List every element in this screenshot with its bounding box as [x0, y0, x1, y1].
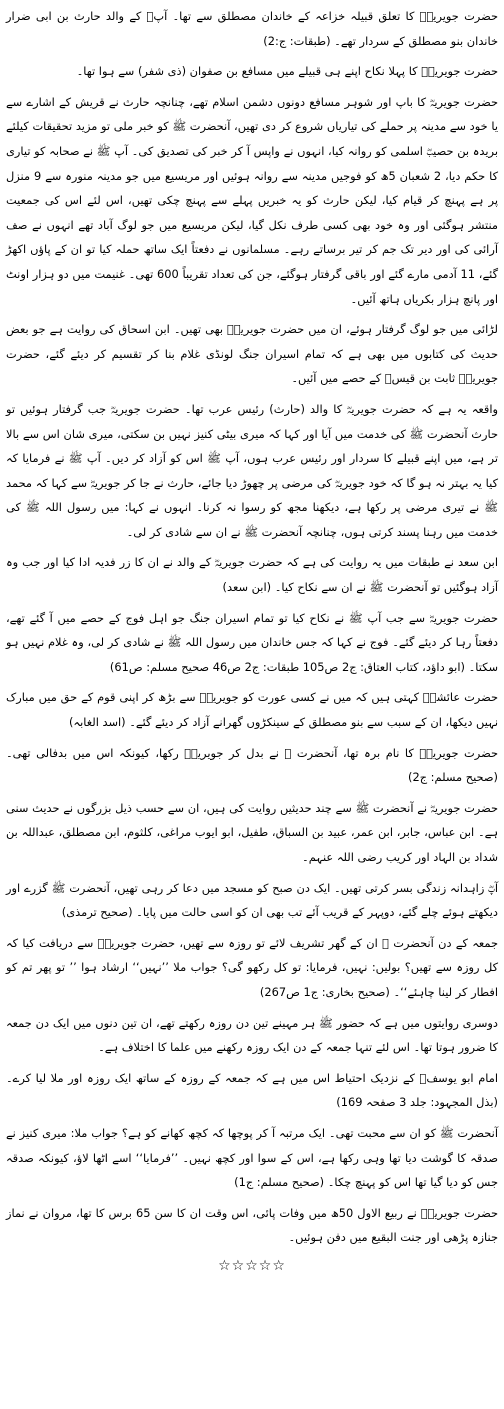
paragraph-sadaqah: آنحضرت ﷺ کو ان سے محبت تھی۔ ایک مرتبہ آ کر پوچھا کہ کچھ کھانے کو ہے؟ جواب ملا: میری کنیز نے صدقہ کا گوشت دیا تھا وہی رکھا ہے، اس کے سوا اور کچھ نہیں۔ ’’فرمایا‘‘ اسے اٹھا لاؤ، کیونکہ صدقہ جس کو دیا گیا تھا اس کو پہنچ چکا۔ (صحیح مسلم: ج1) [6, 1125, 498, 1190]
paragraph-captives: لڑائی میں جو لوگ گرفتار ہوئے، ان میں حضرت جویریہؓ بھی تھیں۔ ابن اسحاق کی روایت ہے جو بعض حدیث کی کتابوں میں بھی ہے کہ تمام اسیران جنگ لونڈی غلام بنا کر تقسیم کر دیئے گئے، حضرت جویریہؓ ثابت بن قیسؓ کے حصے میں آئیں۔ [6, 322, 498, 386]
paragraph-abu-yusuf: امام ابو یوسفؒ کے نزدیک احتیاط اس میں ہے کہ جمعہ کے روزہ کے ساتھ ایک روزہ اور ملا لیا کرے۔ (بذل المجہود: جلد 3 صفحہ 169) [6, 1070, 498, 1110]
paragraph-campaign: حضرت جویریہؓ کا باپ اور شوہر مسافع دونوں دشمن اسلام تھے، چنانچہ حارث نے قریش کے اشارے سے یا خود سے مدینہ پر حملے کی تیاریاں شروع کر دی تھیں، آنحضرت ﷺ کو خبر ملی تو مزید تحقیقات کیلئے بریدہ بن حصیبؓ اسلمی کو روانہ کیا، انہوں نے واپس آ کر خبر کی تصدیق کی۔ آپ ﷺ نے صحابہ کو تیاری کا حکم دیا، 2 شعبان 5ھ کو فوجیں مدینہ سے روانہ ہوئیں اور مریسیع میں جو مدینہ منورہ سے 9 منزل پر ہے پہنچ کر قیام کیا، لیکن حارث کو یہ خبریں پہلے سے پہنچ چکی تھیں، اس لئے اس کی جمعیت منتشر ہوگئی اور وہ خود بھی کسی طرف نکل گیا، لیکن مریسیع میں جو لوگ آباد تھے انہوں نے صف آرائی کی اور دیر تک جم کر تیر برساتے رہے۔ مسلمانوں نے دفعتاً ایک ساتھ حملہ کیا تو ان کے پاؤں اکھڑ گئے، 11 آدمی مارے گئے اور باقی گرفتار ہوگئے، جن کی تعداد تقریباً 600 تھی۔ غنیمت میں دو ہزار اونٹ اور پانچ ہزار بکریاں ہاتھ آئیں۔ [6, 94, 498, 306]
paragraph-lineage: حضرت جویریہؓ کا تعلق قبیلہ خزاعہ کے خاندان مصطلق سے تھا۔ آپؓ کے والد حارث بن ابی ضرار خاندان بنو مصطلق کے سردار تھے۔ (طبقات: ج:2) [6, 9, 498, 48]
paragraph-narrators: حضرت جویریہؓ نے آنحضرت ﷺ سے چند حدیثیں روایت کی ہیں، ان سے حسب ذیل بزرگوں نے حدیث سنی ہے۔ ابن عباس، جابر، ابن عمر، عبید بن السباق، طفیل، ابو ایوب مراغی، کلثوم، ابن مصطلق، عبداللہ بن شداد بن الہاد اور کریب رضی اللہ عنہم۔ [6, 800, 498, 864]
paragraph-father-visit: واقعہ یہ ہے کہ حضرت جویریہؓ کا والد (حارث) رئیس عرب تھا۔ حضرت جویریہؓ جب گرفتار ہوئیں تو حارث آنحضرت ﷺ کی خدمت میں آیا اور کہا کہ میری بیٹی کنیز نہیں بن سکتی، میری شان اس سے بالا تر ہے، میں اپنے قبیلے کا سردار اور رئیس عرب ہوں، آپ ﷺ اس کو آزاد کر دیں۔ آپ ﷺ نے فرمایا کہ کیا یہ بہتر نہ ہو گا کہ خود جویریہؓ کی مرضی پر چھوڑ دیا جائے، حارث نے جا کر جویریہؓ سے کہا کہ محمد ﷺ نے تیری مرضی پر رکھا ہے، دیکھنا مجھ کو رسوا نہ کرنا۔ انہوں نے کہا: میں رسول اللہ ﷺ کی خدمت میں رہنا پسند کرتی ہوں، چنانچہ آنحضرت ﷺ نے ان سے شادی کر لی۔ [6, 401, 498, 539]
paragraph-friday-fast: جمعہ کے دن آنحضرت ﷺ ان کے گھر تشریف لائے تو روزہ سے تھیں، حضرت جویریہؓ سے دریافت کیا کہ کل روزہ سے تھیں؟ بولیں: نہیں، فرمایا: تو کل رکھو گی؟ جواب ملا ’’نہیں‘‘ ارشاد ہوا ’’ تو پھر تم کو افطار کر لینا چاہئے‘‘۔ (صحیح بخاری: ج1 ص267) [6, 935, 498, 999]
paragraph-aisha-quote: حضرت عائشہؓ کہتی ہیں کہ میں نے کسی عورت کو جویریہؓ سے بڑھ کر اپنی قوم کے حق میں مبارک نہیں دیکھا، ان کے سبب سے بنو مصطلق کے سینکڑوں گھرانے آزاد کر دیئے گئے۔ (اسد الغابہ) [6, 690, 498, 730]
paragraph-first-marriage: حضرت جویریہؓ کا پہلا نکاح اپنے ہی قبیلے میں مسافع بن صفوان (ذی شفر) سے ہوا تھا۔ [76, 64, 498, 79]
paragraph-release: حضرت جویریہؓ سے جب آپ ﷺ نے نکاح کیا تو تمام اسیران جنگ جو اہل فوج کے حصے میں آ گئے تھے، دفعتاً رہا کر دیئے گئے۔ فوج نے کہا کہ جس خاندان میں رسول اللہ ﷺ نے شادی کر لی، وہ غلام نہیں ہو سکتا۔ (ابو داؤد، کتاب العتاق: ج2 ص105 طبقات: ج2 ص46 صحیح مسلم: ص61) [6, 610, 498, 674]
paragraph-ascetic-life: آپؓ زاہدانہ زندگی بسر کرتی تھیں۔ ایک دن صبح کو مسجد میں دعا کر رہی تھیں، آنحضرت ﷺ گزرے اور دیکھتے ہوئے چلے گئے، دوپہر کے قریب آئے تب بھی ان کو اسی حالت میں پایا۔ (صحیح ترمذی) [6, 880, 498, 920]
end-stars: ☆☆☆☆☆ [218, 1257, 286, 1274]
paragraph-ibn-saad: ابن سعد نے طبقات میں یہ روایت کی ہے کہ حضرت جویریہؓ کے والد نے ان کا زر فدیہ ادا کیا اور جب وہ آزاد ہوگئیں تو آنحضرت ﷺ نے ان سے نکاح کیا۔ (ابن سعد) [6, 555, 498, 595]
paragraph-death: حضرت جویریہؓ نے ربیع الاول 50ھ میں وفات پائی، اس وقت ان کا سن 65 برس کا تھا، مروان نے نماز جنازہ پڑھی اور جنت البقیع میں دفن ہوئیں۔ [6, 1205, 498, 1245]
paragraph-other-narrations: دوسری روایتوں میں ہے کہ حضور ﷺ ہر مہینے تین دن روزہ رکھتے تھے، ان تین دنوں میں ایک دن جمعہ کا ضرور ہوتا تھا۔ اس لئے تنہا جمعہ کے دن ایک روزہ رکھنے میں علما کا اختلاف ہے۔ [6, 1015, 498, 1055]
paragraph-name: حضرت جویریہؓ کا نام برہ تھا، آنحضرت ﷺ نے بدل کر جویریہؓ رکھا، کیونکہ اس میں بدفالی تھی۔ (صحیح مسلم: ج2) [6, 745, 498, 785]
